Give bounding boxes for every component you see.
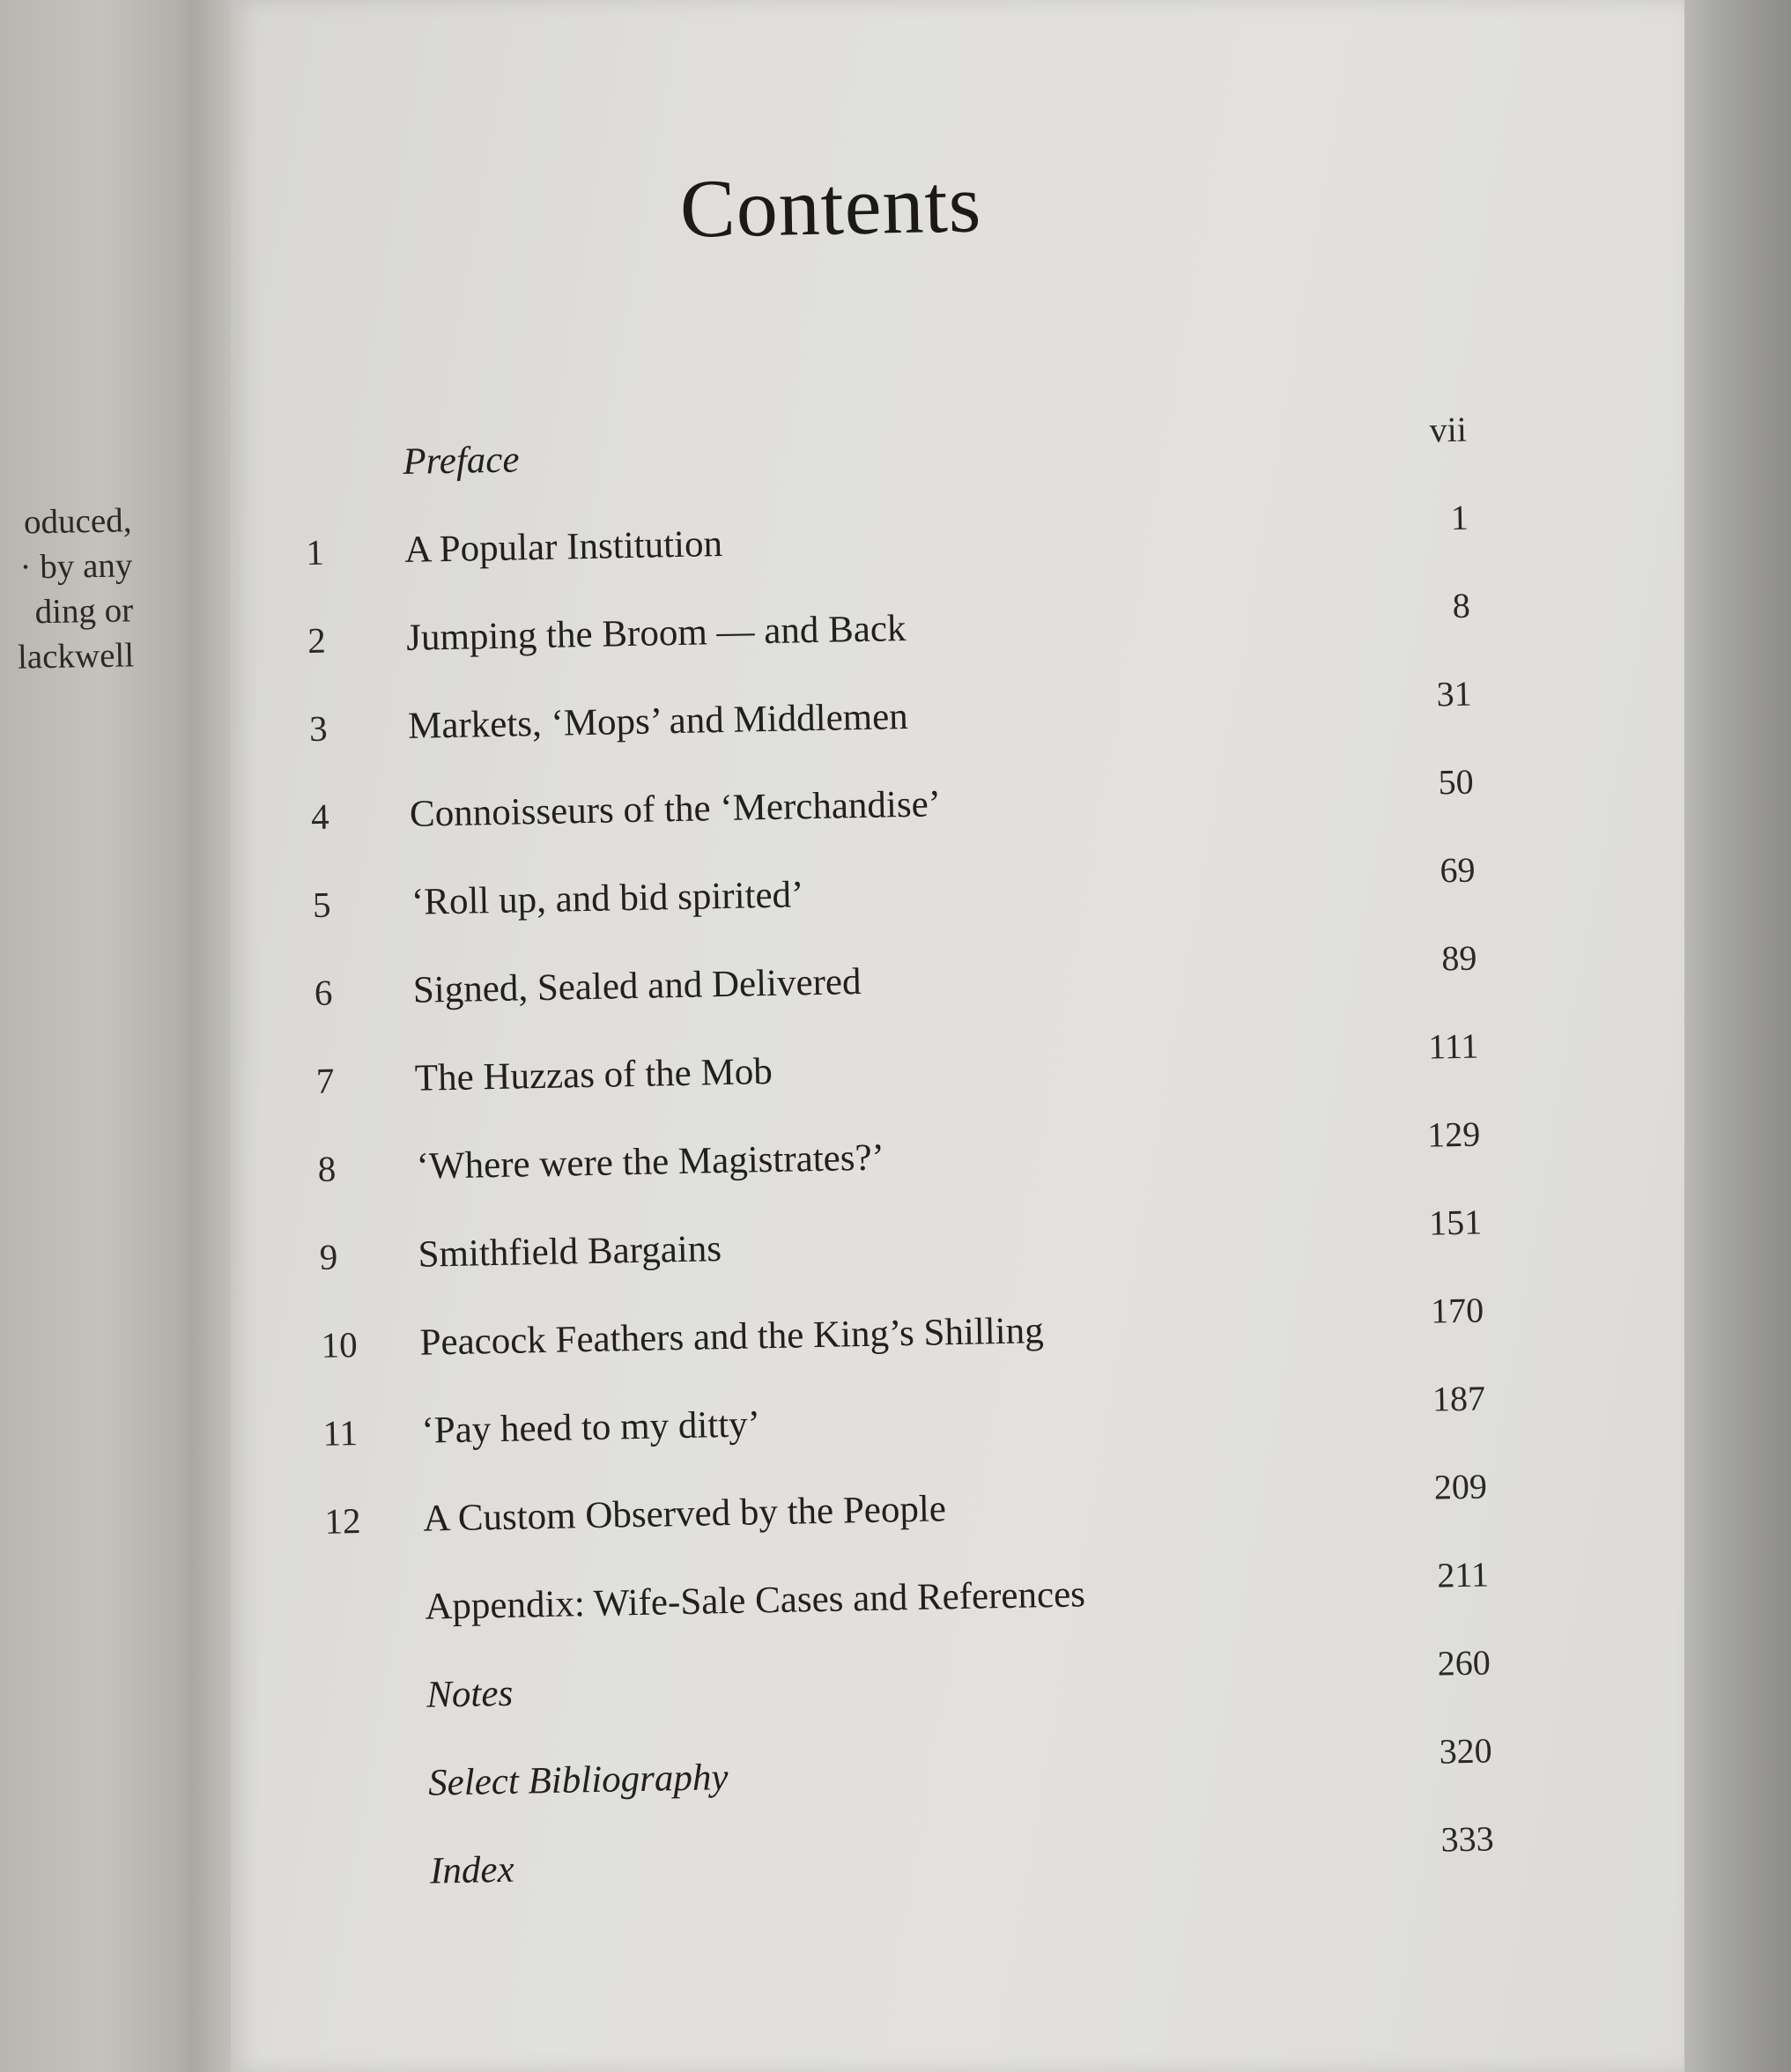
toc-entry-chapter-4 bbox=[310, 761, 1474, 852]
chapter-number: 12 bbox=[323, 1500, 361, 1542]
toc-entry-preface bbox=[304, 409, 1468, 500]
entry-page: 260 bbox=[1437, 1642, 1491, 1684]
chapter-number: 6 bbox=[314, 972, 333, 1013]
entry-page: 187 bbox=[1432, 1378, 1486, 1419]
entry-title: A Custom Observed by the People bbox=[422, 1488, 947, 1540]
entry-page: 320 bbox=[1439, 1730, 1493, 1772]
toc-entry-chapter-5 bbox=[312, 849, 1476, 940]
chapter-number bbox=[304, 437, 366, 438]
chapter-number: 11 bbox=[322, 1412, 359, 1454]
toc-entry-chapter-3 bbox=[308, 673, 1473, 764]
entry-page: 1 bbox=[1450, 497, 1469, 538]
toc-entry-chapter-2 bbox=[307, 585, 1471, 676]
entry-page: 333 bbox=[1440, 1818, 1495, 1860]
entry-page: 209 bbox=[1433, 1466, 1488, 1507]
toc-entry-chapter-7 bbox=[315, 1025, 1479, 1116]
chapter-number: 7 bbox=[315, 1060, 335, 1101]
entry-title: A Popular Institution bbox=[403, 522, 723, 571]
fragment-line: ding or bbox=[34, 591, 134, 632]
chapter-number: 1 bbox=[305, 531, 325, 574]
toc-entry-notes bbox=[328, 1642, 1491, 1732]
entry-page: 69 bbox=[1439, 849, 1476, 891]
fragment-line: oduced, bbox=[23, 501, 132, 542]
chapter-number: 4 bbox=[310, 796, 330, 837]
entry-page: 89 bbox=[1440, 937, 1477, 979]
toc-entry-index bbox=[331, 1818, 1495, 1908]
entry-title: Smithfield Bargains bbox=[418, 1228, 722, 1276]
toc-entry-chapter-1 bbox=[305, 497, 1469, 588]
contents-title: Contents bbox=[678, 158, 983, 255]
chapter-number: 2 bbox=[307, 619, 327, 662]
toc-entry-chapter-8 bbox=[317, 1114, 1481, 1204]
chapter-number: 10 bbox=[321, 1324, 359, 1365]
toc-entry-chapter-12 bbox=[323, 1466, 1488, 1556]
entry-page: 111 bbox=[1427, 1025, 1479, 1067]
entry-title: Appendix: Wife-Sale Cases and References bbox=[424, 1573, 1086, 1628]
entry-page: 211 bbox=[1436, 1554, 1490, 1595]
entry-page: 8 bbox=[1452, 585, 1471, 626]
chapter-number: 3 bbox=[308, 707, 329, 749]
entry-page: 170 bbox=[1430, 1290, 1484, 1331]
entry-title: ‘Pay heed to my ditty’ bbox=[421, 1403, 761, 1452]
chapter-number bbox=[328, 1669, 389, 1670]
entry-title: Jumping the Broom — and Back bbox=[405, 607, 907, 659]
chapter-number bbox=[326, 1581, 388, 1582]
toc-entry-bibliography bbox=[329, 1730, 1493, 1820]
chapter-number: 9 bbox=[319, 1236, 338, 1277]
entry-title: The Huzzas of the Mob bbox=[414, 1050, 773, 1099]
entry-title: Peacock Feathers and the King’s Shilling bbox=[419, 1310, 1045, 1364]
entry-title: Select Bibliography bbox=[427, 1757, 729, 1804]
toc-entry-chapter-6 bbox=[314, 937, 1477, 1028]
fragment-line: lackwell bbox=[17, 636, 135, 677]
toc-entry-appendix bbox=[326, 1554, 1490, 1644]
entry-page: 151 bbox=[1428, 1202, 1483, 1243]
entry-page: vii bbox=[1429, 409, 1468, 450]
entry-page: 31 bbox=[1436, 673, 1473, 714]
entry-title: ‘Where were the Magistrates?’ bbox=[416, 1136, 885, 1188]
entry-page: 129 bbox=[1426, 1114, 1481, 1155]
entry-title: Markets, ‘Mops’ and Middlemen bbox=[407, 695, 909, 747]
fragment-line: · by any bbox=[19, 546, 133, 587]
entry-title: Preface bbox=[402, 439, 520, 483]
toc-entry-chapter-11 bbox=[322, 1378, 1486, 1469]
entry-title: Notes bbox=[426, 1672, 514, 1716]
chapter-number: 8 bbox=[317, 1148, 337, 1189]
entry-title: Connoisseurs of the ‘Merchandise’ bbox=[409, 783, 942, 835]
entry-title: Signed, Sealed and Delivered bbox=[412, 961, 862, 1011]
toc-entry-chapter-10 bbox=[321, 1290, 1484, 1380]
chapter-number: 5 bbox=[312, 884, 331, 925]
entry-page: 50 bbox=[1438, 761, 1474, 803]
entry-title: Index bbox=[429, 1848, 515, 1892]
toc-entry-chapter-9 bbox=[319, 1202, 1483, 1292]
entry-title: ‘Roll up, and bid spirited’ bbox=[411, 874, 804, 923]
